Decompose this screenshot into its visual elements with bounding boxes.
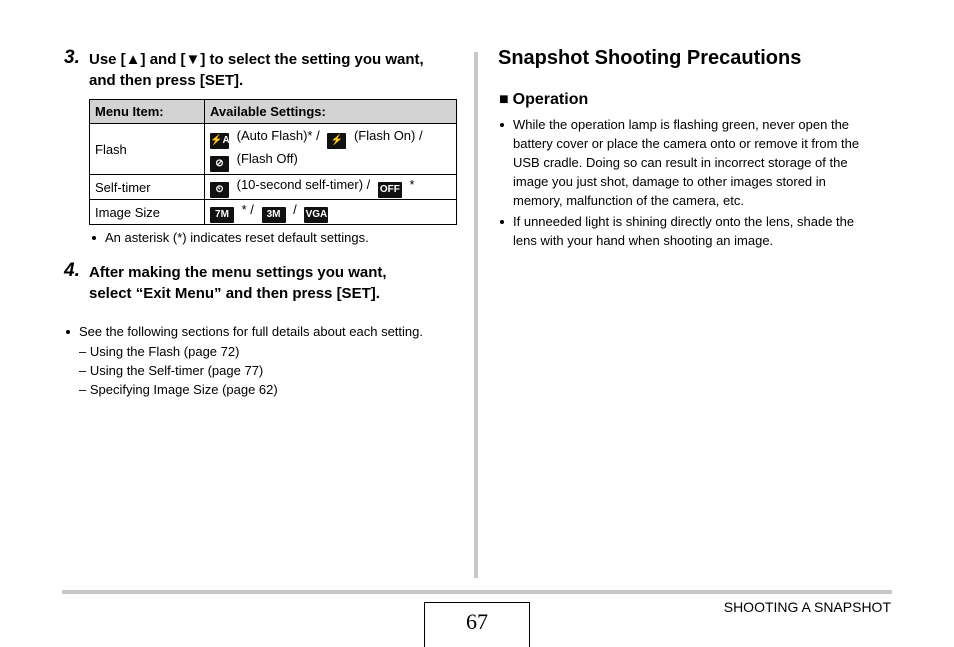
precaution-2-line: If unneeded light is shining directly onto the lens, shade the <box>513 214 855 229</box>
subheading-label: Operation <box>512 91 589 108</box>
header-available-settings: Available Settings: <box>205 100 457 124</box>
step-3-number: 3. <box>64 47 80 68</box>
header-menu-item: Menu Item: <box>90 100 205 124</box>
table-header-row <box>90 100 457 124</box>
step-4-line-1: After making the menu settings you want, <box>89 264 387 281</box>
row-image-size-item: Image Size <box>90 200 205 225</box>
row-flash-settings <box>205 124 457 175</box>
step-4-line-2: select “Exit Menu” and then press [SET]. <box>89 285 380 302</box>
precaution-1 <box>513 115 888 210</box>
flash-on-icon: ⚡ <box>327 133 346 149</box>
step-3-line-2: and then press [SET]. <box>89 72 244 89</box>
flash-off-label: (Flash Off) <box>236 151 298 166</box>
precaution-bullet-1 <box>500 123 504 127</box>
size-3m-icon: 3M <box>262 207 286 223</box>
footer-section-label: SHOOTING A SNAPSHOT <box>723 599 891 615</box>
section-title: Snapshot Shooting Precautions <box>498 47 802 69</box>
see-also-bullet <box>66 330 70 334</box>
column-divider <box>474 52 478 578</box>
precaution-2 <box>513 212 888 250</box>
precaution-1-line: battery cover or place the camera onto or remove it from the <box>513 136 860 151</box>
row-self-timer-settings <box>205 175 457 200</box>
precaution-1-line: image you just shot, damage to other images stored in <box>513 174 826 189</box>
size-7m-icon: 7M <box>210 207 234 223</box>
list-item: – Specifying Image Size (page 62) <box>79 382 278 397</box>
step-4-number: 4. <box>64 260 80 281</box>
table-note: An asterisk (*) indicates reset default settings. <box>105 230 369 245</box>
table-row <box>90 200 457 225</box>
see-also-intro: See the following sections for full details about each setting. <box>79 324 423 339</box>
square-bullet-icon: ■ <box>499 91 509 108</box>
table-row <box>90 124 457 175</box>
table-note-bullet <box>92 236 96 240</box>
precaution-1-line: While the operation lamp is flashing green, never open the <box>513 117 850 132</box>
size-vga-icon: VGA <box>304 207 328 223</box>
size-7m-label: * / <box>241 201 254 217</box>
precaution-2-line: lens with your hand when shooting an image. <box>513 233 774 248</box>
list-item: – Using the Self-timer (page 77) <box>79 363 264 378</box>
precaution-bullet-2 <box>500 220 504 224</box>
precaution-1-line: USB cradle. Doing so can result in incorrect storage of the <box>513 155 848 170</box>
subheading <box>499 91 588 109</box>
row-self-timer-item: Self-timer <box>90 175 205 200</box>
table-row <box>90 175 457 200</box>
flash-off-icon: ⊘ <box>210 156 229 172</box>
row-flash-item: Flash <box>90 124 205 175</box>
step-3-instruction <box>89 49 424 91</box>
self-timer-icon: ⏲ <box>210 182 229 198</box>
flash-on-label: (Flash On) / <box>353 128 423 143</box>
footer-rule <box>62 590 892 594</box>
self-timer-label: (10-second self-timer) / <box>236 176 371 192</box>
precaution-1-line: memory, malfunction of the camera, etc. <box>513 193 744 208</box>
list-item: – Using the Flash (page 72) <box>79 344 240 359</box>
row-image-size-settings <box>205 200 457 225</box>
page-number: 67 <box>424 602 530 647</box>
step-3-line-1: Use [▲] and [▼] to select the setting you want, <box>89 51 424 68</box>
see-also-list <box>79 342 278 399</box>
auto-flash-label: (Auto Flash)* / <box>236 128 320 143</box>
size-3m-label: / <box>293 201 297 217</box>
step-4-instruction <box>89 262 387 304</box>
timer-off-icon: OFF <box>378 182 402 198</box>
auto-flash-icon: ⚡A <box>210 133 229 149</box>
settings-table <box>89 99 457 225</box>
self-timer-default-marker: * <box>409 176 415 192</box>
